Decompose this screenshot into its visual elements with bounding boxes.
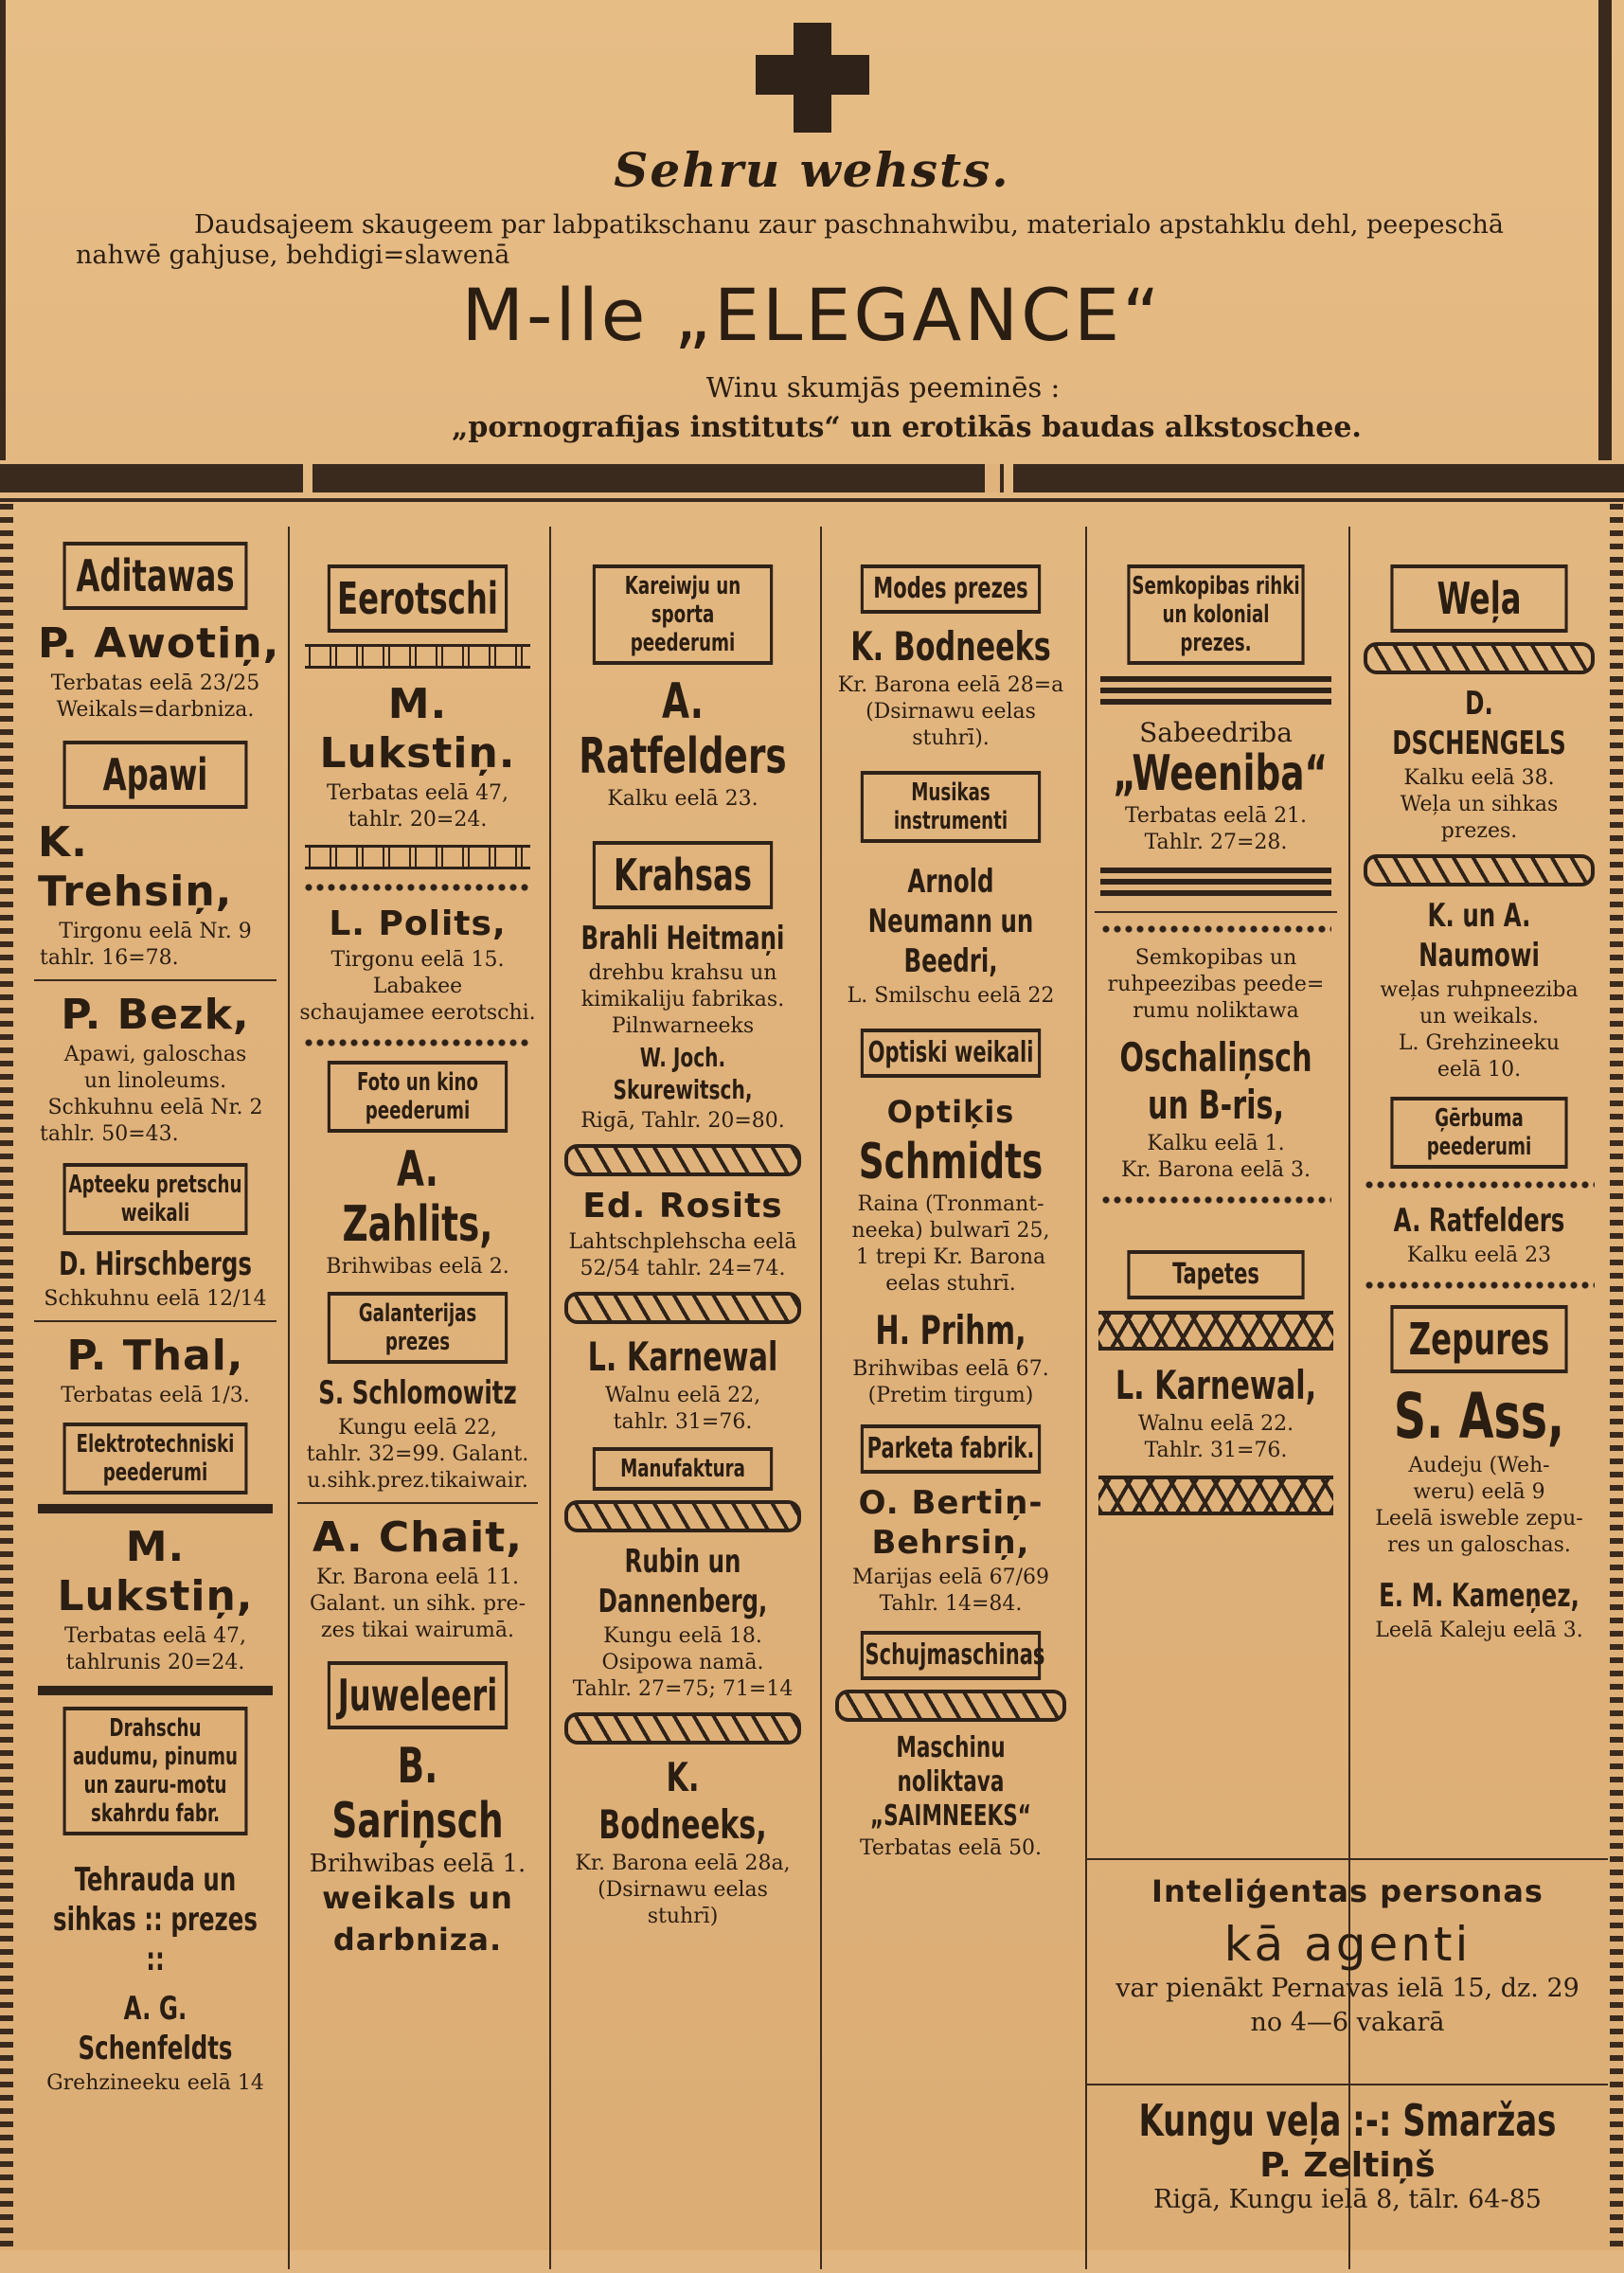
address: Grehzineeku eelā 14 xyxy=(46,2071,264,2095)
address: neeka) bulwarī 25, xyxy=(851,1219,1050,1243)
address: eelā 10. xyxy=(1437,1058,1522,1082)
address: Brihwibas eelā 2. xyxy=(326,1255,509,1279)
address: Walnu eelā 22, xyxy=(604,1384,761,1407)
firm-thal: P. Thal, xyxy=(66,1332,244,1380)
address: Tahlr. 27=75; 71=14 xyxy=(572,1677,794,1701)
column-2 xyxy=(288,527,545,2269)
address: Labakee xyxy=(372,975,463,998)
address: Leelā isweble zepu- xyxy=(1375,1507,1583,1530)
address: Terbatas eelā 47, xyxy=(63,1624,247,1648)
address: tahlr. 16=78. xyxy=(40,946,179,970)
address: tahlr. 20=24. xyxy=(348,808,488,832)
ornament xyxy=(305,845,530,869)
address: ruhpeezibas peede= xyxy=(1107,973,1325,996)
ad-agents-line-1: var pienākt Pernavas ielā 15, dz. 29 xyxy=(1115,1974,1579,2003)
firm-heitmani: Brahli Heitmaņi xyxy=(580,920,785,958)
firm-schmidts: Schmidts xyxy=(858,1134,1044,1190)
address: Walnu eelā 22. xyxy=(1137,1412,1294,1436)
firm-ratfelders: A. Ratfelders xyxy=(1393,1202,1565,1240)
rule xyxy=(34,979,277,981)
rule xyxy=(1087,2084,1608,2085)
address: prezes. xyxy=(1440,819,1518,843)
firm-sabeedriba: Sabeedriba xyxy=(1139,717,1293,748)
address: Kalku eelā 23. xyxy=(607,787,758,811)
firm-neumann: Arnold Neumann un Beedri, xyxy=(867,863,1034,980)
ornament xyxy=(835,1690,1066,1722)
category-modes: Modes prezes xyxy=(861,564,1041,614)
firm-prihm: H. Prihm, xyxy=(875,1307,1026,1353)
address: Kr. Barona eelā 28=a xyxy=(837,673,1064,697)
ornament xyxy=(1364,1279,1595,1292)
category-gerbuma: Ģērbuma peederumi xyxy=(1390,1097,1567,1169)
ornament xyxy=(564,1500,801,1532)
category-schujmaschinas: Schujmaschinas xyxy=(861,1631,1041,1680)
category-juweleeri: Juweleeri xyxy=(328,1661,508,1729)
firm-karnewal: L. Karnewal, xyxy=(1115,1362,1317,1408)
address: L. Smilschu eelā 22 xyxy=(847,984,1055,1008)
firm-ass: S. Ass, xyxy=(1393,1380,1565,1453)
ad-agents xyxy=(1087,1858,1608,2040)
notice-subline-1: Winu skumjās peeminēs : xyxy=(705,371,1061,403)
firm-oschalinsch: Oschaliņsch un B-ris, xyxy=(1119,1034,1312,1128)
address: Terbatas eelā 47, xyxy=(326,781,509,805)
firm-schlomowitz: S. Schlomowitz xyxy=(318,1374,517,1412)
address: stuhrī). xyxy=(912,726,990,750)
category-tehrauda: Tehrauda un sihkas :: prezes :: xyxy=(53,1861,258,1978)
address: Brihwibas eelā 1. xyxy=(309,1850,526,1878)
ornament xyxy=(564,1712,801,1745)
firm-zahlits: A. Zahlits, xyxy=(342,1141,493,1253)
firm-skurewitsch: W. Joch. Skurewitsch, xyxy=(613,1042,753,1105)
firm-lukstin: M. Lukstiņ. xyxy=(319,680,516,778)
rule xyxy=(297,1502,538,1504)
firm-trehsin: K. Trehsiņ, xyxy=(38,818,233,916)
address: Schkuhnu eelā 12/14 xyxy=(44,1287,267,1311)
divider-gap xyxy=(985,464,1000,492)
column-3 xyxy=(549,527,814,2269)
category-parketa: Parketa fabrik. xyxy=(861,1424,1041,1474)
category-tapetes: Tapetes xyxy=(1127,1250,1304,1299)
ad-zeltins-address: Rigā, Kungu ielā 8, tālr. 64-85 xyxy=(1153,2185,1542,2214)
address: schaujamee eerotschi. xyxy=(299,1001,536,1025)
address: tahlrunis 20=24. xyxy=(65,1651,245,1674)
category-aditawas: Aditawas xyxy=(63,542,248,610)
address: Tirgonu eelā 15. xyxy=(330,948,505,972)
address: Audeju (Weh- xyxy=(1408,1454,1550,1477)
firm-bodneeks: K. Bodneeks, xyxy=(598,1754,767,1848)
firm-lukstin: M. Lukstiņ, xyxy=(57,1523,254,1620)
ornament xyxy=(305,644,530,669)
ornament xyxy=(1098,1311,1333,1351)
address: Terbatas eelā 50. xyxy=(859,1836,1043,1860)
address: zes tikai wairumā. xyxy=(321,1619,514,1642)
address: Terbatas eelā 23/25 xyxy=(50,671,260,695)
firm-schenfeldts: A. G. Schenfeldts xyxy=(78,1990,233,2067)
ornament xyxy=(564,1292,801,1324)
address: (Pretim tirgum) xyxy=(867,1384,1034,1407)
address: Tahlr. 31=76. xyxy=(1144,1439,1288,1462)
firm-rubin: Rubin un Dannenberg, xyxy=(598,1543,768,1620)
ad-zeltins-title: Kungu veļa :-: Smaržas xyxy=(1138,2095,1557,2146)
address: Kalku eelā 1. xyxy=(1147,1132,1285,1155)
mourning-notice xyxy=(0,0,1624,464)
firm-bertin: O. Bertiņ-Behrsiņ, xyxy=(858,1484,1044,1562)
firm-weeniba: „Weeniba“ xyxy=(1113,745,1329,802)
column-1 xyxy=(27,530,284,2273)
category-apteeku: Apteeku pretschu weikali xyxy=(63,1163,248,1235)
category-zepures: Zepures xyxy=(1390,1305,1567,1373)
address: rumu noliktawa xyxy=(1133,999,1299,1023)
category-foto: Foto un kino peederumi xyxy=(328,1061,508,1133)
address: kimikaliju fabrikas. xyxy=(580,988,785,1011)
firm-chait: A. Chait, xyxy=(312,1513,524,1562)
address: tahlr. 31=76. xyxy=(613,1410,753,1434)
category-galanterijas: Galanterijas prezes xyxy=(328,1292,508,1364)
address: drehbu krahsu un xyxy=(588,961,777,985)
divider-bar xyxy=(312,464,1004,492)
address: Kalku eelā 38. xyxy=(1403,766,1555,790)
address: Raina (Tronmant- xyxy=(857,1192,1044,1216)
category-kareiwju: Kareiwju un sporta peederumi xyxy=(593,564,773,665)
ornament xyxy=(1364,642,1595,674)
address: Weikals=darbniza. xyxy=(56,698,255,722)
address: eelas stuhrī. xyxy=(885,1272,1016,1296)
address: Rigā, Tahlr. 20=80. xyxy=(580,1109,785,1133)
ad-zeltins xyxy=(1087,2084,1608,2214)
firm-optikis: Optiķis xyxy=(886,1094,1015,1130)
address: Tahlr. 27=28. xyxy=(1144,831,1288,854)
address: un linoleums. xyxy=(83,1069,227,1093)
rule xyxy=(1087,1858,1608,1860)
address: res un galoschas. xyxy=(1387,1533,1571,1557)
address: (Dsirnawu eelas xyxy=(866,700,1036,724)
address: tahlr. 50=43. xyxy=(40,1122,179,1146)
category-krahsas: Krahsas xyxy=(593,841,773,909)
address: Galant. un sihk. pre- xyxy=(309,1592,526,1616)
category-elektro: Elektrotechniski peederumi xyxy=(63,1423,248,1494)
address: Kungu eelā 22, xyxy=(338,1416,497,1440)
address: Osipowa namā. xyxy=(601,1651,764,1674)
ad-zeltins-owner: P. Zeltiņš xyxy=(1259,2146,1436,2185)
address: Weļa un sihkas xyxy=(1400,793,1559,816)
firm-saimneeks: Maschinu noliktava „SAIMNEEKS“ xyxy=(869,1731,1032,1833)
category-optiski: Optiski weikali xyxy=(861,1029,1041,1078)
ornament xyxy=(1100,868,1331,900)
column-4 xyxy=(820,527,1080,2269)
category-apawi: Apawi xyxy=(63,741,248,809)
address: u.sihk.prez.tikaiwair. xyxy=(307,1469,528,1493)
notice-text: Daudsajeem skaugeem par labpatikschanu zaur paschnahwibu, materialo apstahklu dehl, peepeschā nahwē gahjuse, behdigi=slawenā xyxy=(76,210,1504,270)
notice-title: Sehru wehsts. xyxy=(614,142,1010,198)
category-manufaktura: Manufaktura xyxy=(593,1447,773,1491)
category-semkopibas: Semkopibas rihki un kolonial prezes. xyxy=(1127,564,1304,665)
address: L. Grehzineeku xyxy=(1398,1031,1561,1055)
address: 52/54 tahlr. 24=74. xyxy=(580,1257,786,1280)
ornament xyxy=(1100,1193,1331,1207)
ornament xyxy=(1100,676,1331,708)
address: stuhrī) xyxy=(647,1905,719,1928)
notice-name: M-lle „ELEGANCE“ xyxy=(461,273,1163,357)
firm-bodneeks: K. Bodneeks xyxy=(850,623,1051,670)
firm-kamenez: E. M. Kameņez, xyxy=(1379,1577,1579,1615)
category-musikas: Musikas instrumenti xyxy=(861,771,1041,843)
address: Apawi, galoschas xyxy=(63,1043,247,1066)
address: tahlr. 32=99. Galant. xyxy=(306,1442,529,1466)
address: weļas ruhpneeziba xyxy=(1380,978,1579,1002)
address: Kr. Barona eelā 11. xyxy=(315,1566,520,1589)
ornament xyxy=(38,1686,273,1695)
firm-hirschbergs: D. Hirschbergs xyxy=(59,1245,252,1283)
firm-ratfelders: A. Ratfelders xyxy=(579,673,787,785)
address: darbniza. xyxy=(332,1922,503,1958)
address: Terbatas eelā 21. xyxy=(1124,804,1308,828)
divider-rule xyxy=(0,498,1624,502)
border-ornament-left xyxy=(0,504,13,2250)
border-ornament-right xyxy=(1610,504,1623,2250)
ad-agents-line-2: no 4—6 vakarā xyxy=(1250,2008,1445,2037)
category-eerotschi: Eerotschi xyxy=(328,564,508,633)
address: Kr. Barona eelā 28a, xyxy=(575,1852,791,1875)
firm-naumowi: K. un A. Naumowi xyxy=(1419,897,1540,975)
firm-bezk: P. Bezk, xyxy=(61,991,250,1039)
ad-agents-title: Inteliģentas personas xyxy=(1151,1873,1544,1909)
notice-subline-2: „pornografijas instituts“ un erotikās baudas alkstoschee. xyxy=(452,411,1362,444)
address: Brihwibas eelā 67. xyxy=(852,1357,1049,1381)
firm-karnewal: L. Karnewal xyxy=(587,1333,778,1380)
rule xyxy=(34,1320,277,1322)
address: Kungu eelā 18. xyxy=(603,1624,762,1648)
firm-sarinsch: B. Sariņsch xyxy=(331,1738,504,1850)
ornament xyxy=(564,1144,801,1176)
address: Schkuhnu eelā Nr. 2 xyxy=(47,1096,263,1119)
firm-awotin: P. Awotiņ, xyxy=(38,619,280,668)
ornament xyxy=(303,1036,532,1049)
address: weikals un xyxy=(322,1880,513,1916)
ornament xyxy=(303,881,532,894)
address: Leelā Kaleju eelā 3. xyxy=(1375,1619,1583,1642)
address: Lahtschplehscha eelā xyxy=(568,1230,797,1254)
cross-icon xyxy=(756,23,869,133)
category-drahschu: Drahschu audumu, pinumu un zauru-motu skahrdu fabr. xyxy=(63,1707,248,1835)
address: Tahlr. 14=84. xyxy=(879,1592,1023,1616)
address: 1 trepi Kr. Barona xyxy=(855,1245,1046,1269)
rule xyxy=(1095,911,1337,913)
address: Terbatas eelā 1/3. xyxy=(61,1384,250,1407)
firm-rosits: Ed. Rosits xyxy=(582,1187,783,1226)
divider-bar xyxy=(0,464,303,492)
ornament xyxy=(1364,1178,1595,1191)
address: Tirgonu eelā Nr. 9 xyxy=(59,920,252,943)
address: Semkopibas un xyxy=(1134,946,1297,970)
divider-bar xyxy=(1013,464,1624,492)
firm-dschengels: D. DSCHENGELS xyxy=(1392,685,1566,762)
address: weru) eelā 9 xyxy=(1413,1480,1545,1504)
ornament xyxy=(1100,922,1331,936)
address: Kr. Barona eelā 3. xyxy=(1120,1158,1312,1182)
category-wela: Weļa xyxy=(1390,564,1567,633)
ornament xyxy=(1364,854,1595,886)
address: un weikals. xyxy=(1419,1005,1539,1029)
ornament xyxy=(1098,1476,1333,1515)
firm-polits: L. Polits, xyxy=(329,904,507,943)
address: (Dsirnawu eelas xyxy=(598,1878,768,1902)
ad-agents-big: kā agenti xyxy=(1223,1917,1472,1972)
address: Pilnwarneeks xyxy=(611,1014,755,1038)
address: Kalku eelā 23 xyxy=(1406,1244,1552,1267)
address: Marijas eelā 67/69 xyxy=(851,1566,1049,1589)
ornament xyxy=(38,1504,273,1513)
